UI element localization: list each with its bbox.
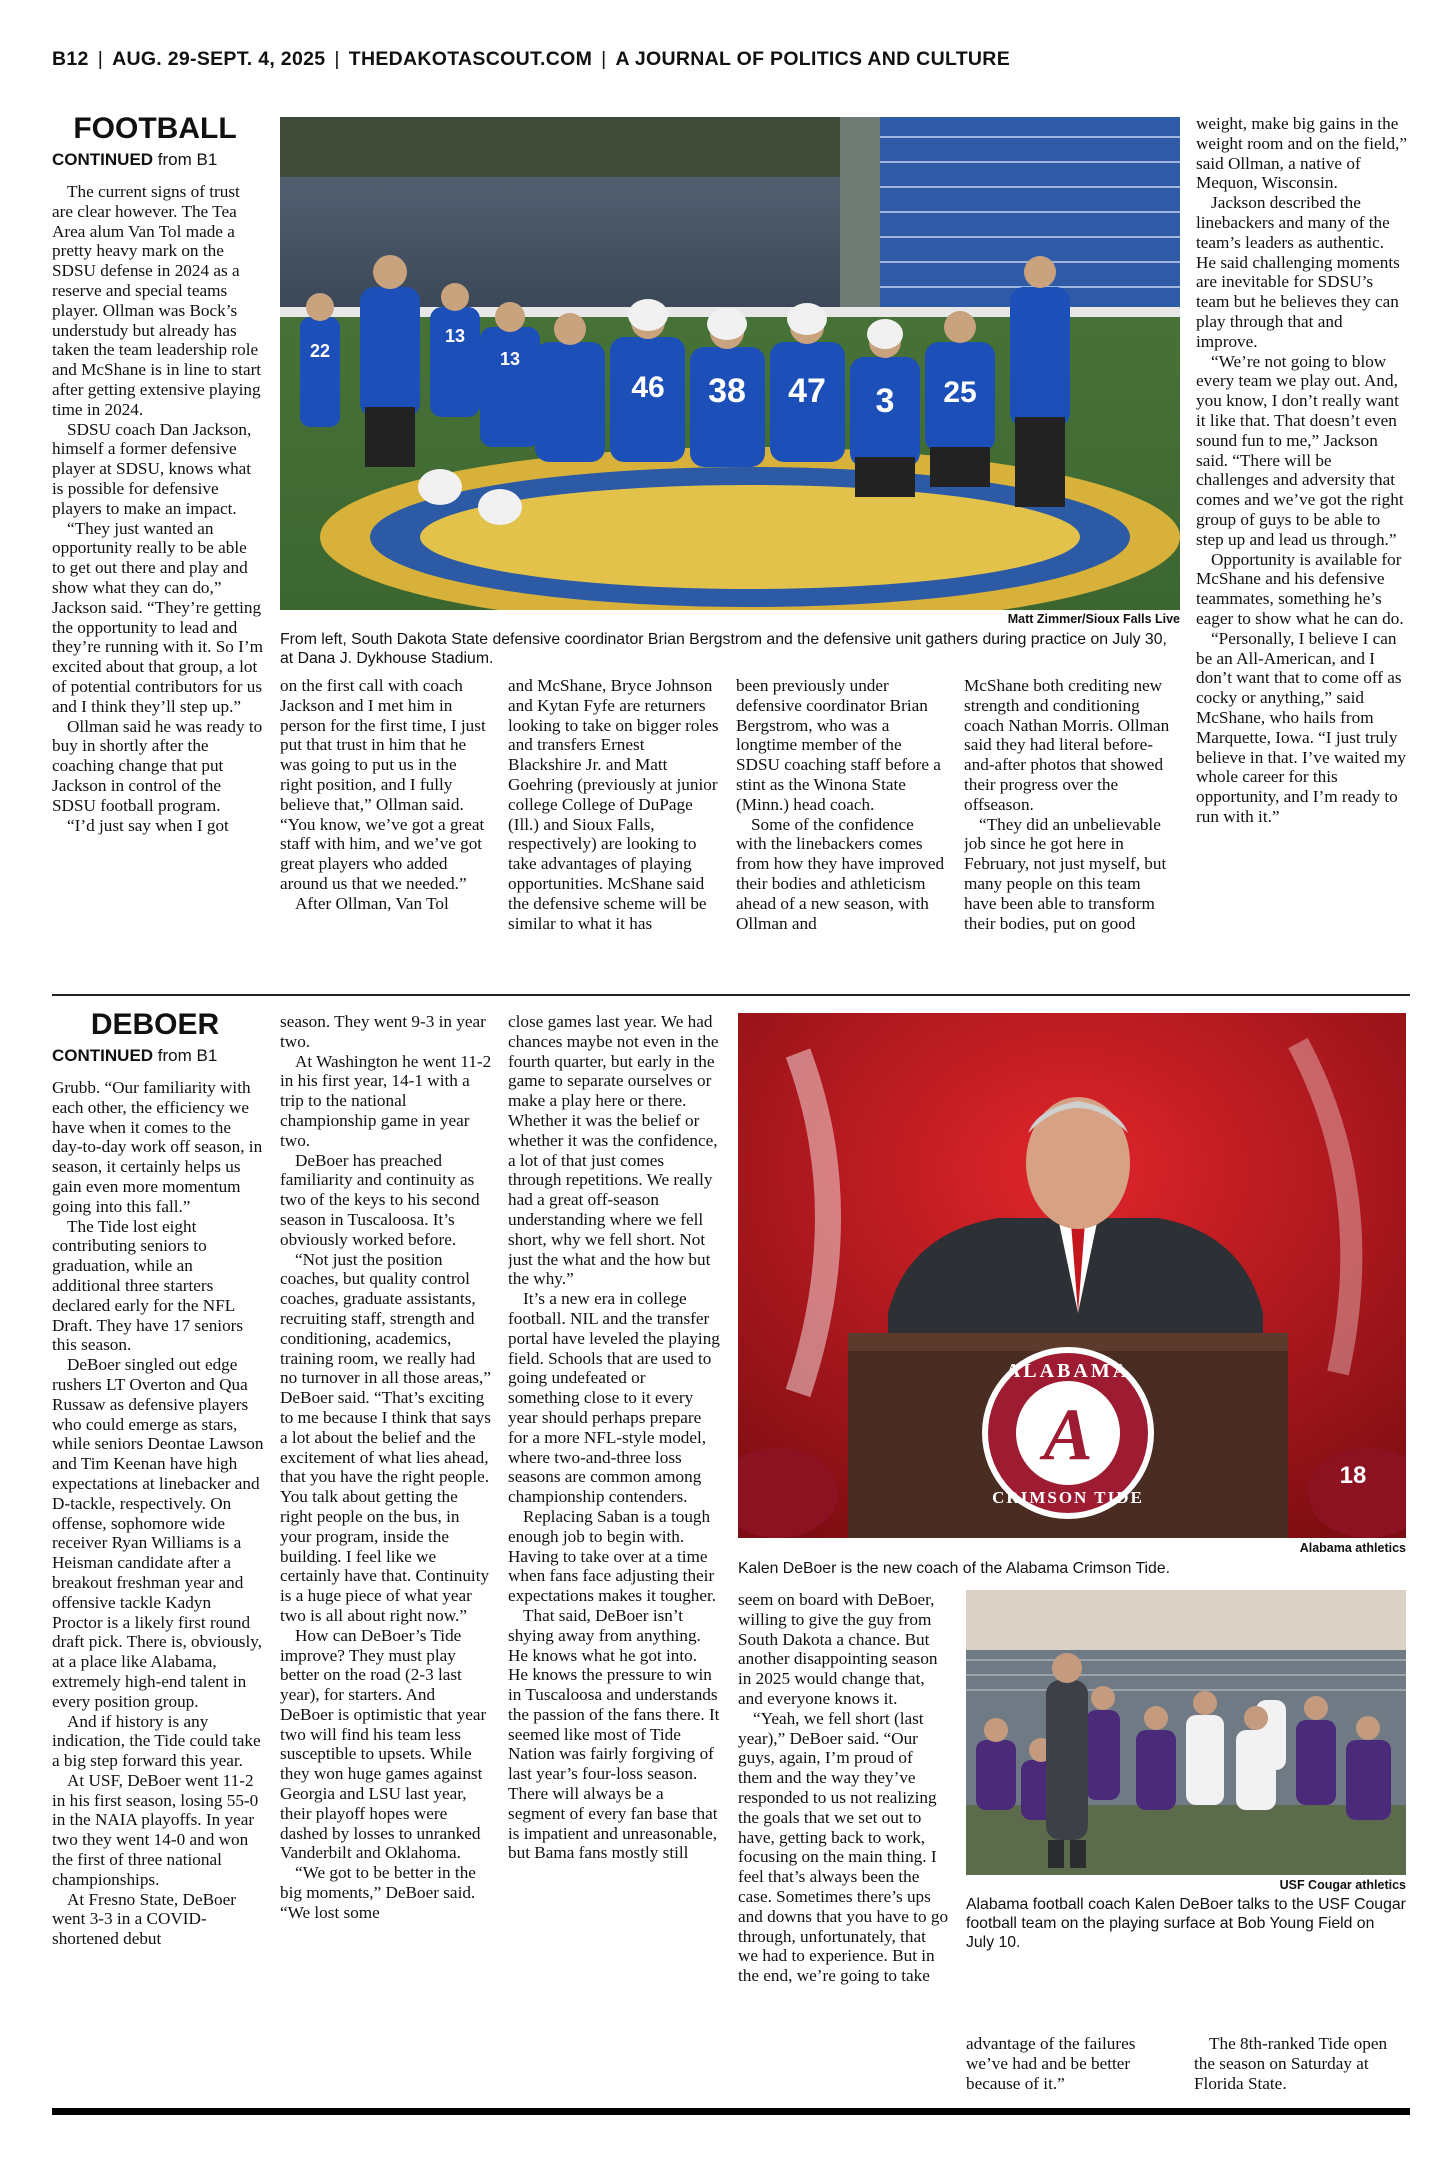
paragraph: McShane both crediting new strength and conditioning coach Nathan Morris. Ollman said they had literal before-and-after photos that showed their progress over the offseason.: [964, 676, 1170, 814]
paragraph: How can DeBoer’s Tide improve? They must play better on the road (2-3 last year), for starters. And DeBoer is optimistic that year two will find his team less susceptible to upsets. While they won huge games against Georgia and LSU last year, their playoff hopes were dashed by losses to unranked Vanderbilt and Oklahoma.: [280, 1625, 487, 1863]
paragraph: “We’re not going to blow every team we play out. And, you know, I don’t really want it like that. That doesn’t even sound fun to me,” Jackson said. “There will be challenges and adversity that comes and we’ve got the right group of guys to be able to step up and lead us through.”: [1196, 351, 1404, 549]
football-column-3: [508, 676, 720, 978]
deboer-photo2-caption: Alabama football coach Kalen DeBoer talks to the USF Cougar football team on the playing surface at Bob Young Field on July 10.: [966, 1896, 1406, 1951]
football-photo-credit: Matt Zimmer/Sioux Falls Live: [1007, 612, 1180, 626]
continued-label: CONTINUED: [52, 150, 154, 169]
paragraph: Ollman said he was ready to buy in shortly after the coaching change that put Jackson in control of the SDSU football program.: [52, 716, 263, 815]
page-header: B12 | AUG. 29-SEPT. 4, 2025 | THEDAKOTASCOUT.COM | A JOURNAL OF POLITICS AND CULTURE: [52, 48, 1010, 70]
paragraph: It’s a new era in college football. NIL and the transfer portal have leveled the playing field. Schools that are used to going undefeated or something close to it every year should perhaps prepare for a more NFL-style model, where two-and-three loss seasons are common among championship contenders.: [508, 1289, 720, 1507]
football-column-5: [964, 676, 1176, 978]
jersey-number: 38: [708, 372, 746, 410]
jersey-number: 46: [631, 371, 665, 404]
paragraph: close games last year. We had chances maybe not even in the fourth quarter, but early in the game to separate ourselves or make a play here or there. Whether it was the belief or whether it was the confidence, a lot of that just comes through repetitions. We really had a great off-season understanding where we fell short, why we fell short. Not just the what and the how but the why.”: [508, 1012, 719, 1289]
section-divider: [52, 994, 1410, 996]
continued-from: from B1: [157, 150, 218, 169]
football-practice-photo: [280, 117, 1180, 610]
paragraph: Jackson described the linebackers and many of the team’s leaders as authentic. He said challenging moments are inevitable for SDSU’s team but he believes they can play through that and improve.: [1196, 193, 1400, 351]
paragraph: SDSU coach Dan Jackson, himself a former defensive player at SDSU, knows what is possible for defensive players to make an impact.: [52, 419, 252, 518]
deboer-continued: [52, 1046, 272, 1066]
paragraph: season. They went 9-3 in year two.: [280, 1012, 486, 1051]
jersey-number: 13: [444, 326, 466, 346]
seal-letter: A: [1043, 1394, 1093, 1476]
paragraph: DeBoer singled out edge rushers LT Overton and Qua Russaw as defensive players who could emerge as stars, while seniors Deontae Lawson and Tim Keenan have high expectations at linebacker and D-tackle, respectively. On offense, sophomore wide receiver Ryan Williams is a Heisman candidate after a breakout freshman year and offensive tackle Kadyn Proctor is a likely first round draft pick. There is, obviously, at a place like Alabama, extremely high-end talent in every position group.: [52, 1355, 264, 1711]
football-column-6: [1196, 114, 1408, 974]
paragraph: “I’d just say when I got: [67, 815, 229, 835]
paragraph: Opportunity is available for McShane and his defensive teammates, something he’s eager to show what he can do.: [1196, 549, 1404, 628]
football-column-1: [52, 182, 264, 977]
paragraph: “Personally, I believe I can be an All-American, and I don’t want that to come off as cocky or anything,” said McShane, who hails from Marquette, Iowa. “I just truly believe in that. I’ve waited my whole career for this opportunity, and I’m ready to run with it.”: [1196, 628, 1406, 826]
football-kicker: FOOTBALL: [73, 112, 237, 145]
paragraph: weight, make big gains in the weight room and on the field,” said Ollman, a native of Mequon, Wisconsin.: [1196, 114, 1407, 193]
paragraph: seem on board with DeBoer, willing to give the guy from South Dakota a chance. But another disappointing season in 2025 would change that, and everyone knows it.: [738, 1590, 938, 1708]
paragraph: “They just wanted an opportunity really to be able to get out there and play and show what they can do,” Jackson said. “They’re getting the opportunity to lead and they’re running with it. So I’m excited about that group, a lot of potential contributors for us and I think they’ll step up.”: [52, 518, 263, 716]
paragraph: “Not just the position coaches, but quality control coaches, graduate assistants, recruiting staff, strength and conditioning, academics, training room, we really had no turnover in all those areas,” DeBoer said. “That’s exciting to me because I think that says a lot about the belief and the excitement of what lies ahead, that you have the right people. You talk about getting the right people on the bus, in your program, inside the building. I feel like we certainly have that. Continuity is a huge piece of what year two is all about right now.”: [280, 1249, 491, 1625]
football-column-2: [280, 676, 492, 978]
paragraph: At Fresno State, DeBoer went 3-3 in a COVID-shortened debut: [52, 1889, 236, 1949]
jersey-number: 25: [943, 376, 977, 409]
deboer-kicker: DEBOER: [90, 1008, 220, 1041]
paragraph: “We got to be better in the big moments,” DeBoer said. “We lost some: [280, 1863, 476, 1922]
paragraph: advantage of the failures we’ve had and be better because of it.”: [966, 2034, 1136, 2093]
paragraph: The current signs of trust are clear however. The Tea Area alum Van Tol made a pretty heavy mark on the SDSU defense in 2024 as a reserve and special teams player. Ollman was Bock’s understudy but already has taken the team leadership role and McShane is in line to start after getting extensive playing time in 2024.: [52, 182, 262, 419]
deboer-column-1: [52, 1078, 264, 2096]
paragraph: Grubb. “Our familiarity with each other, the efficiency we have when it comes to the day-to-day work off season, in season, it certainly helps us gain even more momentum going into this fall.”: [52, 1078, 263, 1216]
usf-team-photo: [966, 1590, 1406, 1875]
paragraph: And if history is any indication, the Tide could take a big step forward this year.: [52, 1711, 261, 1771]
paragraph: “They did an unbelievable job since he got here in February, not just myself, but many people on this team have been able to transform their bodies, put on good: [964, 814, 1167, 933]
deboer-photo2-credit: USF Cougar athletics: [1279, 1878, 1406, 1892]
deboer-column-4: [738, 1590, 950, 2096]
paragraph: At Washington he went 11-2 in his first year, 14-1 with a trip to the national championship game in year two.: [280, 1051, 492, 1150]
deboer-column-5: [966, 2034, 1178, 2096]
jersey-number: 3: [875, 382, 895, 420]
paragraph: and McShane, Bryce Johnson and Kytan Fyfe are returners looking to take on bigger roles and transfers Ernest Blackshire Jr. and Matt Goehring (previously at junior college College of DuPage (Ill.) and Sioux Falls, respectively) are looking to take advantages of playing opportunities. McShane said the defensive scheme will be similar to what it has: [508, 676, 719, 933]
helmet-number: 18: [1339, 1462, 1367, 1489]
seal-bottom-text: CRIMSON TIDE: [992, 1488, 1144, 1507]
site-name[interactable]: THEDAKOTASCOUT.COM: [348, 48, 593, 70]
paragraph: Some of the confidence with the linebackers comes from how they have improved their bodies and athleticism ahead of a new season, with Ollman and: [736, 814, 945, 933]
paragraph: At USF, DeBoer went 11-2 in his first season, losing 55-0 in the NAIA playoffs. In year two they went 14-0 and won the first of three national championships.: [52, 1770, 259, 1889]
jersey-number: 13: [499, 349, 521, 369]
continued-label: CONTINUED: [52, 1046, 154, 1065]
bottom-rule: [52, 2108, 1410, 2115]
deboer-photo1-caption: Kalen DeBoer is the new coach of the Alabama Crimson Tide.: [738, 1560, 1171, 1577]
paragraph: After Ollman, Van Tol: [295, 893, 449, 913]
deboer-photo1-credit: Alabama athletics: [1299, 1541, 1406, 1555]
paragraph: That said, DeBoer isn’t shying away from anything. He knows what he got into. He knows the pressure to win in Tuscaloosa and understands the passion of the fans there. It seemed like most of Tide Nation was fairly forgiving of last year’s four-loss season. There will always be a segment of every fan base that is impatient and unreasonable, but Bama fans mostly still: [508, 1605, 720, 1863]
page-number: B12: [52, 48, 89, 70]
football-continued: [52, 150, 272, 170]
paragraph: been previously under defensive coordinator Brian Bergstrom, who was a longtime member of the SDSU coaching staff before a stint as the Winona State (Minn.) head coach.: [736, 676, 941, 814]
deboer-column-3: [508, 1012, 720, 2096]
football-column-4: [736, 676, 948, 978]
tagline: A JOURNAL OF POLITICS AND CULTURE: [615, 48, 1010, 70]
paragraph: DeBoer has preached familiarity and continuity as two of the keys to his second season in Tuscaloosa. It’s obviously worked before.: [280, 1150, 480, 1249]
deboer-column-2: [280, 1012, 492, 2096]
paragraph: The Tide lost eight contributing seniors to graduation, while an additional three starters declared early for the NFL Draft. They have 17 seniors this season.: [52, 1216, 244, 1355]
jersey-number: 47: [788, 372, 826, 410]
jersey-number: 22: [309, 341, 331, 361]
deboer-podium-photo: [738, 1013, 1406, 1538]
paragraph: “Yeah, we fell short (last year),” DeBoer said. “Our guys, again, I’m proud of them and the way they’ve responded to us not realizing the goals that we set out to have, getting back to work, focusing on the main thing. I feel that’s always been the case. Sometimes there’s ups and downs that you have to go through, unfortunately, that we had to experience. But in the end, we’re going to take: [738, 1708, 949, 1986]
deboer-column-6: [1194, 2034, 1406, 2096]
football-photo-caption: From left, South Dakota State defensive coordinator Brian Bergstrom and the defensive unit gathers during practice on July 30, at Dana J. Dykhouse Stadium.: [280, 631, 1167, 667]
seal-top-text: ALABAMA: [1005, 1360, 1131, 1382]
paragraph: Replacing Saban is a tough enough job to begin with. Having to take over at a time when fans face adjusting their expectations makes it tougher.: [508, 1506, 717, 1606]
paragraph: on the first call with coach Jackson and I met him in person for the first time, I just put that trust in him that he was going to put us in the right position, and I fully believe that,” Ollman said. “You know, we’ve got a great staff with him, and we’ve got great players who added around us that we needed.”: [280, 676, 486, 893]
paragraph: The 8th-ranked Tide open the season on Saturday at Florida State.: [1194, 2034, 1388, 2093]
issue-date: AUG. 29-SEPT. 4, 2025: [112, 48, 326, 70]
continued-from: from B1: [157, 1046, 218, 1065]
